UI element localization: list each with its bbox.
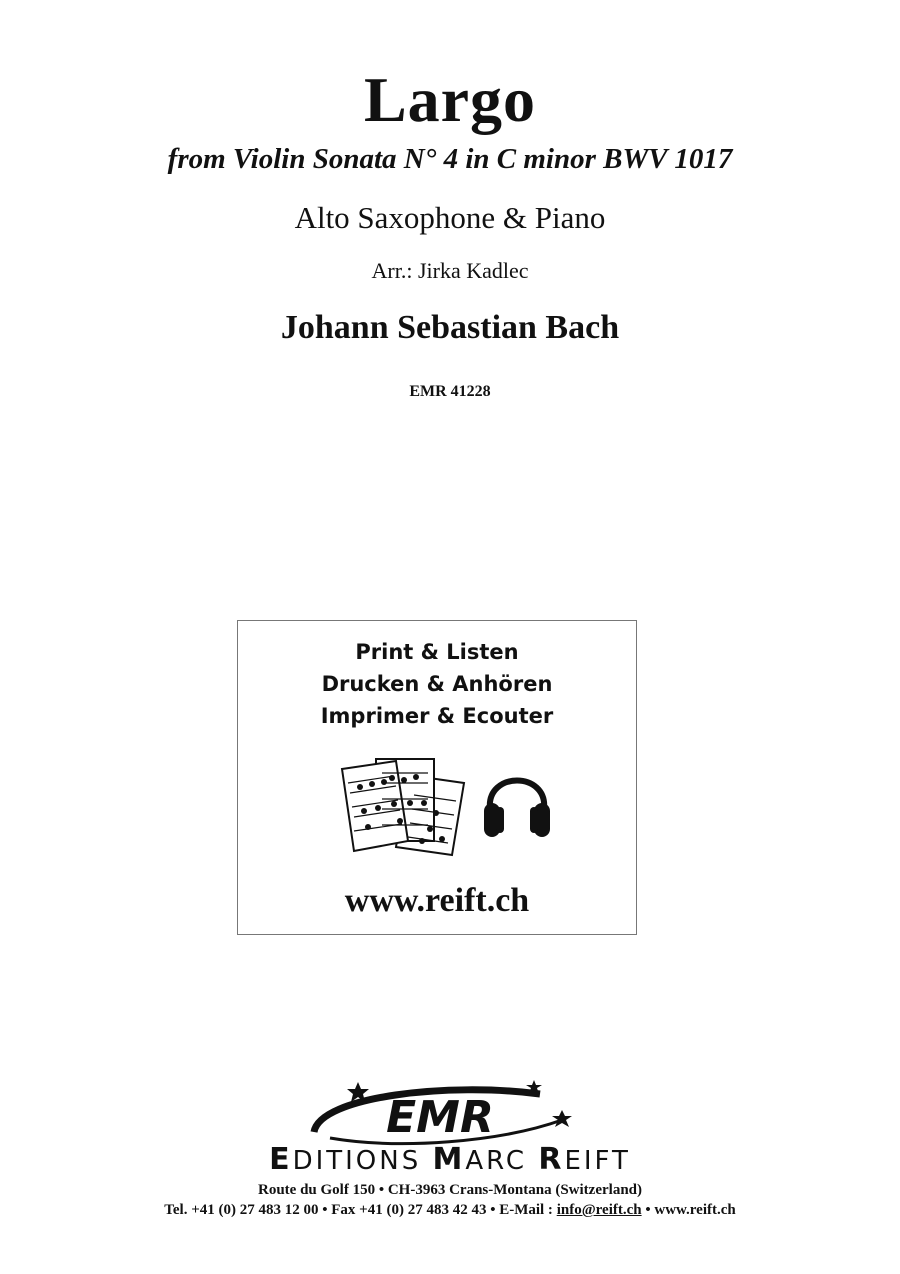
print-listen-box	[237, 620, 637, 935]
subtitle: from Violin Sonata N° 4 in C minor BWV 1017	[167, 143, 733, 175]
publisher-name: EDITIONS MARC REIFT	[269, 1142, 631, 1177]
page-title: Largo	[363, 64, 537, 135]
composer: Johann Sebastian Bach	[280, 309, 620, 346]
promo-line-de: Drucken & Anhören	[321, 672, 553, 696]
svg-text:EMR: EMR	[386, 1092, 494, 1143]
instrumentation: Alto Saxophone & Piano	[294, 200, 606, 235]
sheet-music-icon	[338, 753, 470, 857]
promo-line-en: Print & Listen	[355, 640, 519, 664]
email-link[interactable]: info@reift.ch	[556, 1202, 642, 1218]
promo-website: www.reift.ch	[344, 882, 530, 919]
catalog-number: EMR 41228	[409, 383, 491, 400]
arranger: Arr.: Jirka Kadlec	[371, 258, 529, 283]
publisher-address: Route du Golf 150 • CH-3963 Crans-Montana (Switzerland)	[258, 1182, 642, 1198]
headphones-icon	[482, 761, 552, 841]
publisher-contact: Tel. +41 (0) 27 483 12 00 • Fax +41 (0) 27 483 42 43 • E-Mail : info@reift.ch • www.reift.ch	[164, 1202, 736, 1218]
emr-logo	[300, 1076, 580, 1148]
promo-line-fr: Imprimer & Ecouter	[320, 704, 554, 728]
